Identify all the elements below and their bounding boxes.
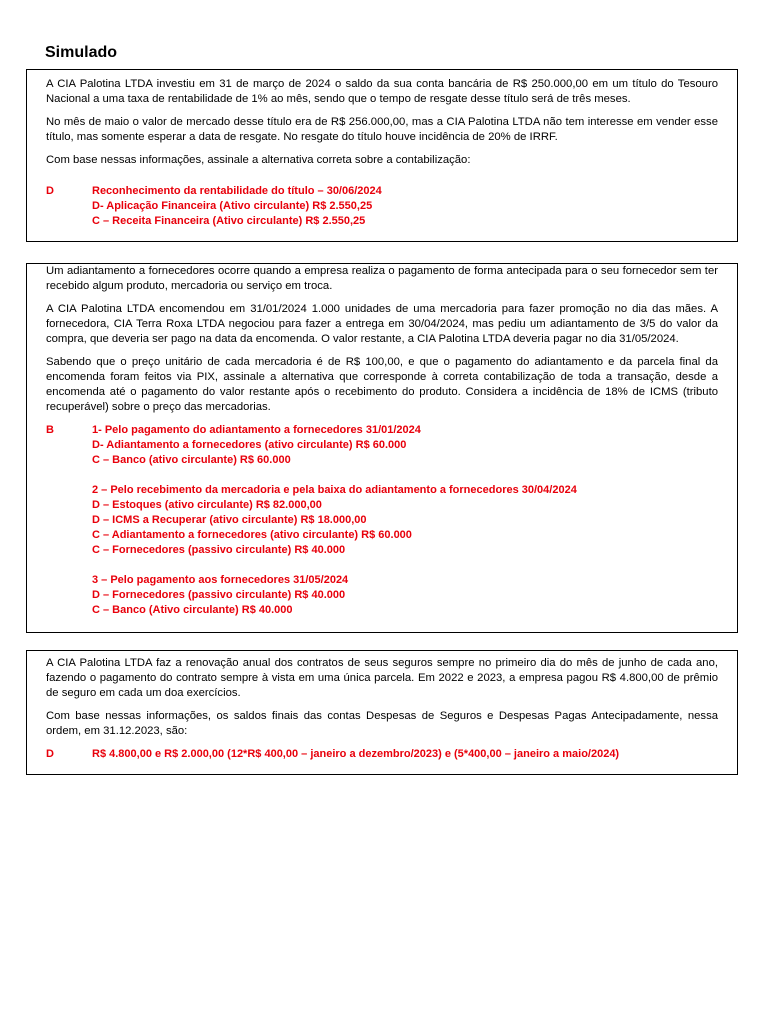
answer-line: 1- Pelo pagamento do adiantamento a fornecedores 31/01/2024 <box>92 424 421 436</box>
answer-line: D – Fornecedores (passivo circulante) R$ 40.000 <box>92 589 346 601</box>
question-1-answer <box>46 184 718 229</box>
answer-line: C – Banco (Ativo circulante) R$ 40.000 <box>92 604 293 616</box>
answer-line: D – ICMS a Recuperar (ativo circulante) R$ 18.000,00 <box>92 514 367 526</box>
answer-line: D- Aplicação Financeira (Ativo circulante) R$ 2.550,25 <box>92 200 373 212</box>
answer-line: 2 – Pelo recebimento da mercadoria e pela baixa do adiantamento a fornecedores 30/04/2024 <box>92 484 577 496</box>
answer-line: R$ 4.800,00 e R$ 2.000,00 (12*R$ 400,00 – janeiro a dezembro/2023) e (5*400,00 – janeiro a maio/2024) <box>92 748 620 760</box>
question-box-3 <box>26 650 738 775</box>
answer-letter: B <box>46 424 54 436</box>
answer-line: D – Estoques (ativo circulante) R$ 82.000,00 <box>92 499 322 511</box>
answer-line: C – Fornecedores (passivo circulante) R$ 40.000 <box>92 544 346 556</box>
answer-line: C – Receita Financeira (Ativo circulante) R$ 2.550,25 <box>92 215 366 227</box>
answer-line: D- Adiantamento a fornecedores (ativo circulante) R$ 60.000 <box>92 439 407 451</box>
question-box-1 <box>26 69 738 242</box>
question-2-paragraph-1: Um adiantamento a fornecedores ocorre quando a empresa realiza o pagamento de forma antecipada para o seu fornecedor sem ter recebido algum produto, mercadoria ou serviço em troca. <box>46 265 718 292</box>
answer-line: C – Banco (ativo circulante) R$ 60.000 <box>92 454 291 466</box>
question-2-paragraph-3: Sabendo que o preço unitário de cada mercadoria é de R$ 100,00, e que o pagamento do adiantamento e da parcela final da encomenda foram feitos via PIX, assinale a alternativa que corresponde à correta contabilização de toda a transação, desde a encomenda até o pagamento do valor restante após o recebimento do produto. Considera a incidência de 18% de ICMS (tributo recuperável) sobre o preço das mercadorias. <box>46 356 718 413</box>
answer-group <box>92 483 718 558</box>
question-3-answer <box>46 747 718 762</box>
question-2-answer <box>46 423 718 618</box>
answer-group <box>92 184 718 229</box>
answer-line: 3 – Pelo pagamento aos fornecedores 31/05/2024 <box>92 574 349 586</box>
question-1-paragraph-3: Com base nessas informações, assinale a alternativa correta sobre a contabilização: <box>46 154 471 166</box>
answer-group <box>92 573 718 618</box>
answer-group <box>92 423 718 468</box>
answer-line: C – Adiantamento a fornecedores (ativo circulante) R$ 60.000 <box>92 529 412 541</box>
question-3-paragraph-2: Com base nessas informações, os saldos finais das contas Despesas de Seguros e Despesas Pagas Antecipadamente, nessa ordem, em 31.12.2023, são: <box>46 710 718 737</box>
answer-letter: D <box>46 748 54 760</box>
question-3-paragraph-1: A CIA Palotina LTDA faz a renovação anual dos contratos de seus seguros sempre no primeiro dia do mês de junho de cada ano, fazendo o pagamento do contrato sempre à vista em uma única parcela. Em 2022 e 2023, a empresa pagou R$ 4.800,00 de prêmio de seguro em cada um doa exercícios. <box>46 657 718 699</box>
page-title: Simulado <box>45 44 118 61</box>
answer-line: Reconhecimento da rentabilidade do título – 30/06/2024 <box>92 185 382 197</box>
question-1-paragraph-2: No mês de maio o valor de mercado desse título era de R$ 256.000,00, mas a CIA Palotina LTDA não tem interesse em vender esse título, mas somente esperar a data de resgate. No resgate do título houve incidência de 20% de IRRF. <box>46 116 718 143</box>
question-box-2 <box>26 263 738 633</box>
question-1-paragraph-1: A CIA Palotina LTDA investiu em 31 de março de 2024 o saldo da sua conta bancária de R$ 250.000,00 em um título do Tesouro Nacional a uma taxa de rentabilidade de 1% ao mês, sendo que o tempo de resgate desse título será de três meses. <box>46 78 718 105</box>
answer-letter: D <box>46 185 54 197</box>
answer-group <box>92 747 718 762</box>
question-2-paragraph-2: A CIA Palotina LTDA encomendou em 31/01/2024 1.000 unidades de uma mercadoria para fazer promoção no dia das mães. A fornecedora, CIA Terra Roxa LTDA negociou para fazer a entrega em 30/04/2024, mas pediu um adiantamento de 3/5 do valor da compra, que deveria ser pago na data da encomenda. O valor restante, a CIA Palotina LTDA deveria pagar no dia 31/05/2024. <box>46 303 718 345</box>
